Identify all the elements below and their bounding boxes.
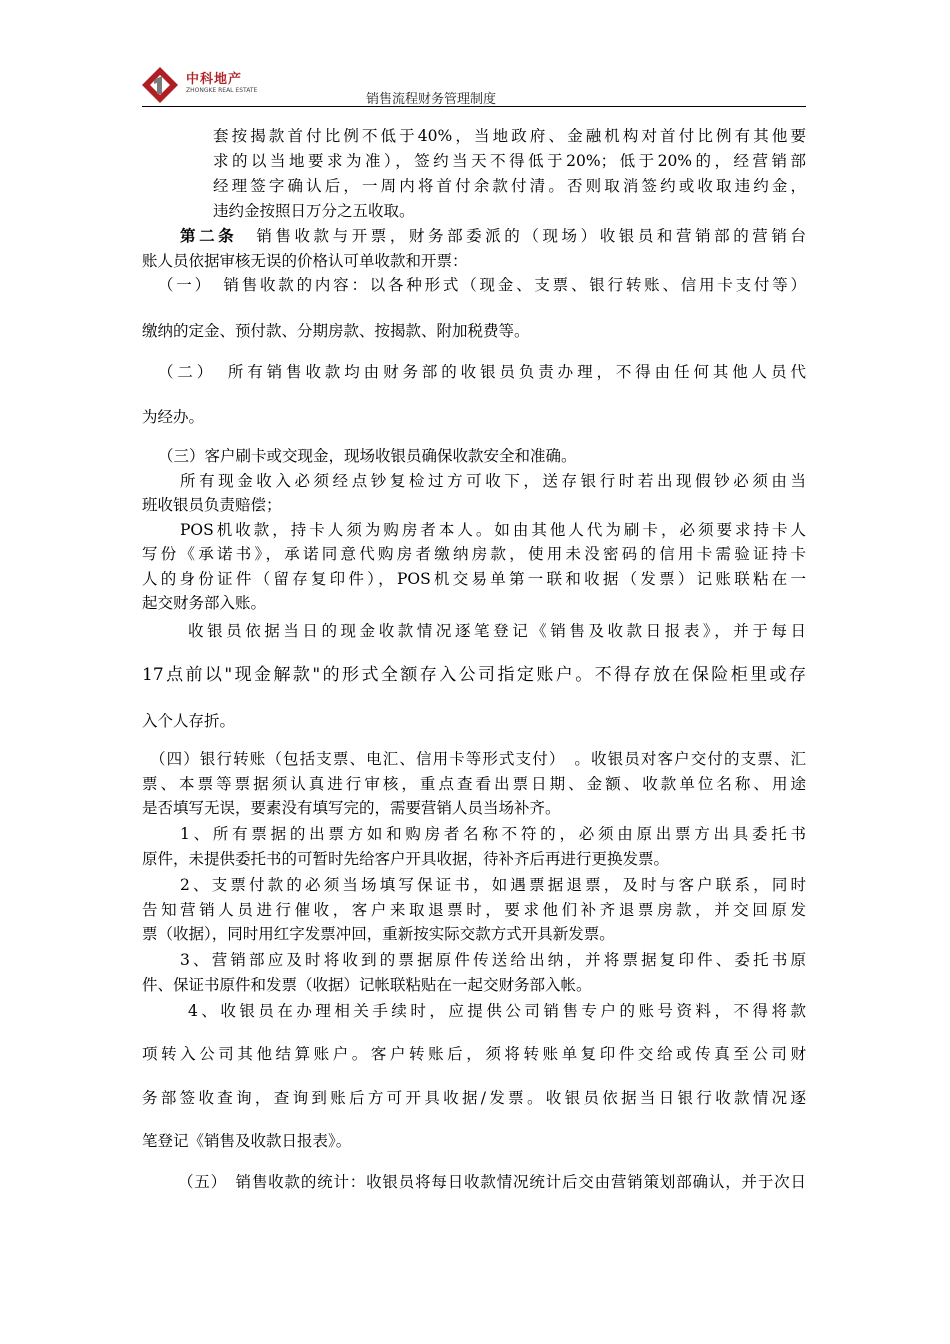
text-line: 1、所有票据的出票方如和购房者名称不符的，必须由原出票方出具委托书 [180, 825, 806, 843]
section-two-line: （二） 所有销售收款均由财务部的收银员负责办理，不得由任何其他人员代 [158, 363, 806, 381]
text-line: 项转入公司其他结算账户。客户转账后，须将转账单复印件交给或传真至公司财 [142, 1045, 806, 1063]
header-title: 销售流程财务管理制度 [366, 92, 497, 107]
text-line: 票、本票等票据须认真进行审核，重点查看出票日期、金额、收款单位名称、用途 [142, 775, 806, 793]
text-line: 件、保证书原件和发票（收据）记帐联粘贴在一起交财务部入帐。 [142, 976, 592, 994]
text-line: 3、营销部应及时将收到的票据原件传送给出纳，并将票据复印件、委托书原 [180, 951, 806, 969]
text-line: 为经办。 [142, 408, 205, 426]
text-line: 套按揭款首付比例不低于40%，当地政府、金融机构对首付比例有其他要 [213, 127, 806, 145]
section-five-line: （五） 销售收款的统计：收银员将每日收款情况统计后交由营销策划部确认，并于次日 [178, 1173, 806, 1191]
text-line: 经理签字确认后，一周内将首付余款付清。否则取消签约或收取违约金， [213, 177, 806, 195]
text-line: 所有现金收入必须经点钞复检过方可收下，送存银行时若出现假钞必须由当 [180, 472, 806, 490]
logo-mark-icon [140, 65, 182, 105]
logo-text-cn: 中科地产 [186, 72, 243, 87]
text-line: 务部签收查询，查询到账后方可开具收据/发票。收银员依据当日银行收款情况逐 [142, 1089, 806, 1107]
text-line: 违约金按照日万分之五收取。 [213, 202, 415, 220]
text-line: 账人员依据审核无误的价格认可单收款和开票： [142, 252, 468, 270]
text-line: 班收银员负责赔偿； [142, 496, 282, 514]
article-two-line [180, 225, 806, 248]
section-three-line: （三）客户刷卡或交现金，现场收银员确保收款安全和准确。 [158, 447, 577, 465]
text-line: 4、收银员在办理相关手续时，应提供公司销售专户的账号资料，不得将款 [188, 1002, 806, 1020]
text-line: POS机收款，持卡人须为购房者本人。如由其他人代为刷卡，必须要求持卡人 [180, 521, 806, 539]
text-line: 票（收据），同时用红字发票冲回，重新按实际交款方式开具新发票。 [142, 925, 615, 943]
text-line: 原件，未提供委托书的可暂时先给客户开具收据，待补齐后再进行更换发票。 [142, 850, 670, 868]
logo-text-en: ZHONGKE REAL ESTATE [186, 87, 258, 94]
text-line: 是否填写无误，要素没有填写完的，需要营销人员当场补齐。 [142, 799, 561, 817]
text-line: 告知营销人员进行催收，客户来取退票时，要求他们补齐退票房款，并交回原发 [142, 901, 806, 919]
text-line: 起交财务部入账。 [142, 594, 267, 612]
text-line: 缴纳的定金、预付款、分期房款、按揭款、附加税费等。 [142, 322, 530, 340]
section-four-line: （四）银行转账（包括支票、电汇、信用卡等形式支付） 。收银员对客户交付的支票、汇 [150, 750, 806, 768]
text-line: 入个人存折。 [142, 712, 236, 730]
text-line: 人的身份证件（留存复印件），POS机交易单第一联和收据（发票）记账联粘在一 [142, 570, 806, 588]
company-logo [140, 65, 260, 105]
header-divider [142, 106, 806, 107]
text-line: 收银员依据当日的现金收款情况逐笔登记《销售及收款日报表》，并于每日 [188, 622, 806, 640]
article-heading: 第二条 [180, 226, 238, 245]
text-line: 2、支票付款的必须当场填写保证书，如遇票据退票，及时与客户联系，同时 [180, 876, 806, 894]
text-line: 求的以当地要求为准），签约当天不得低于20%；低于20%的，经营销部 [213, 152, 806, 170]
text-line: 笔登记《销售及收款日报表》。 [142, 1132, 352, 1150]
text-span: 销售收款与开票，财务部委派的（现场）收银员和营销部的营销台 [256, 227, 806, 245]
text-line: 写份《承诺书》，承诺同意代购房者缴纳房款，使用未没密码的信用卡需验证持卡 [142, 545, 806, 563]
text-line: 17点前以"现金解款"的形式全额存入公司指定账户。不得存放在保险柜里或存 [142, 665, 806, 685]
section-one-line: （一） 销售收款的内容：以各种形式（现金、支票、银行转账、信用卡支付等） [158, 276, 806, 294]
